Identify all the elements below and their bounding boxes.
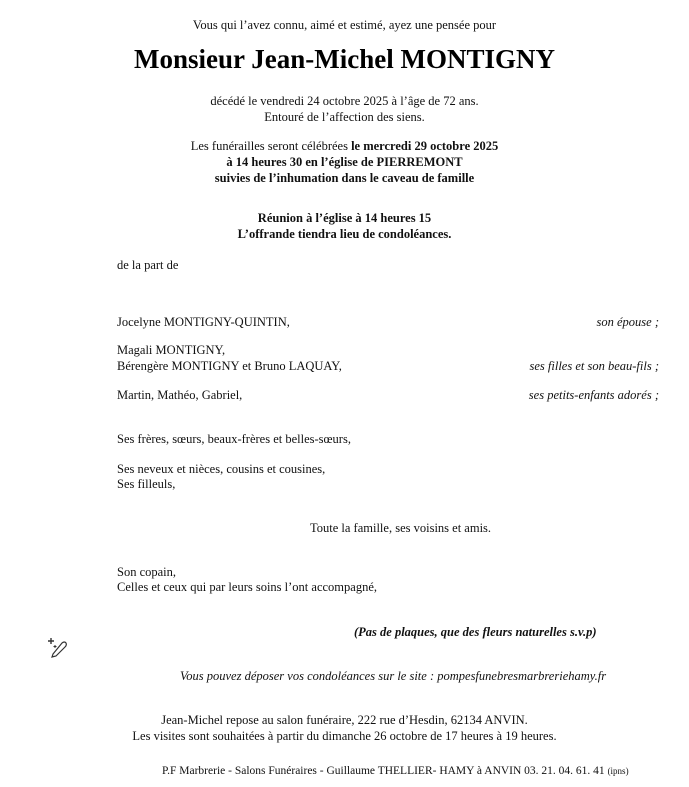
from-label: de la part de <box>117 258 179 272</box>
intro-text: Vous qui l’avez connu, aimé et estimé, ayez une pensée pour <box>192 18 497 32</box>
visits-info: Les visites sont souhaitées à partir du dimanche 26 octobre de 17 heures à 19 heures. <box>132 729 557 743</box>
funeral-line-1 <box>0 139 689 154</box>
rest-location: Jean-Michel repose au salon funéraire, 222 rue d’Hesdin, 62134 ANVIN. <box>161 713 528 727</box>
funeral-date: le mercredi 29 octobre 2025 <box>351 139 499 153</box>
funeral-line-2: à 14 heures 30 en l’église de PIERREMONT <box>226 155 463 169</box>
footer-code: (ipns) <box>607 766 629 776</box>
funeral-intro: Les funérailles seront célébrées <box>190 139 352 153</box>
offering-text: L’offrande tiendra lieu de condoléances. <box>237 227 452 241</box>
family-name: Magali MONTIGNY, <box>117 343 226 357</box>
friend-text: Son copain, <box>117 565 177 579</box>
flowers-note: (Pas de plaques, que des fleurs naturelles s.v.p) <box>354 625 597 639</box>
whole-family-text: Toute la famille, ses voisins et amis. <box>310 521 492 535</box>
death-date: décédé le vendredi 24 octobre 2025 à l’âge de 72 ans. <box>210 94 479 108</box>
surrounded-text: Entouré de l’affection des siens. <box>264 110 425 124</box>
godchildren-text: Ses filleuls, <box>117 477 176 491</box>
footer-line <box>162 765 629 777</box>
condolences-note: Vous pouvez déposer vos condoléances sur le site : pompesfunebresmarbreriehamy.fr <box>180 669 607 683</box>
family-relation: ses petits-enfants adorés ; <box>528 388 659 402</box>
siblings-text: Ses frères, sœurs, beaux-frères et belles-sœurs, <box>117 432 351 446</box>
family-relation: ses filles et son beau-fils ; <box>529 359 659 373</box>
family-name: Bérengère MONTIGNY et Bruno LAQUAY, <box>117 359 342 373</box>
family-relation: son épouse ; <box>596 315 659 329</box>
family-name: Martin, Mathéo, Gabriel, <box>117 388 243 402</box>
meeting-text: Réunion à l’église à 14 heures 15 <box>257 211 432 225</box>
nephews-text: Ses neveux et nièces, cousins et cousines, <box>117 462 326 476</box>
family-name: Jocelyne MONTIGNY-QUINTIN, <box>117 315 290 329</box>
magic-pen-icon[interactable] <box>47 636 69 658</box>
caregivers-text: Celles et ceux qui par leurs soins l’ont accompagné, <box>117 580 377 594</box>
deceased-name: Monsieur Jean-Michel MONTIGNY <box>134 44 555 74</box>
company-info: P.F Marbrerie - Salons Funéraires - Guillaume THELLIER- HAMY à ANVIN 03. 21. 04. 61. 41 <box>162 765 605 777</box>
funeral-line-3: suivies de l’inhumation dans le caveau de famille <box>214 171 475 185</box>
